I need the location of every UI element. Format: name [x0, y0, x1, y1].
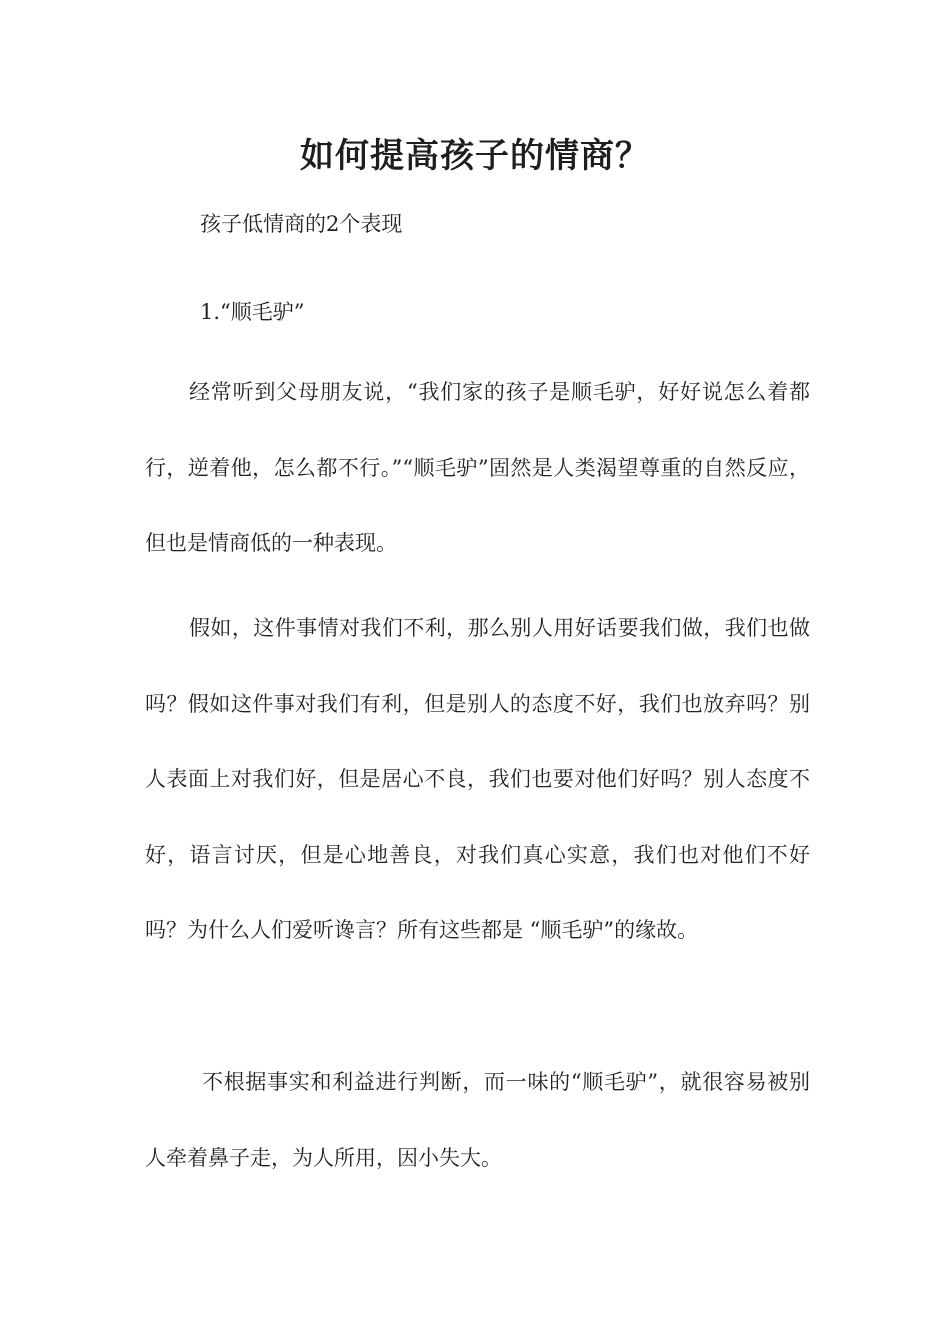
item-heading: 1.“顺毛驴” — [200, 300, 305, 324]
section-heading: 孩子低情商的2个表现 — [200, 212, 403, 236]
paragraph-3: 不根据事实和利益进行判断，而一味的“顺毛驴”，就很容易被别人牵着鼻子走，为人所用，因小失大。 — [145, 1070, 810, 1170]
document-title: 如何提高孩子的情商？ — [300, 136, 650, 176]
paragraph-1: 经常听到父母朋友说，“我们家的孩子是顺毛驴，好好说怎么着都行，逆着他，怎么都不行。”“顺毛驴”固然是人类渴望尊重的自然反应，但也是情商低的一种表现。 — [145, 380, 810, 555]
paragraph-2: 假如，这件事情对我们不利，那么别人用好话要我们做，我们也做吗？假如这件事对我们有利，但是别人的态度不好，我们也放弃吗？别人表面上对我们好，但是居心不良，我们也要对他们好吗？别人态度不好，语言讨厌，但是心地善良，对我们真心实意，我们也对他们不好吗？为什么人们爱听谗言？所有这些都是 “顺毛驴”的缘故。 — [145, 616, 810, 942]
